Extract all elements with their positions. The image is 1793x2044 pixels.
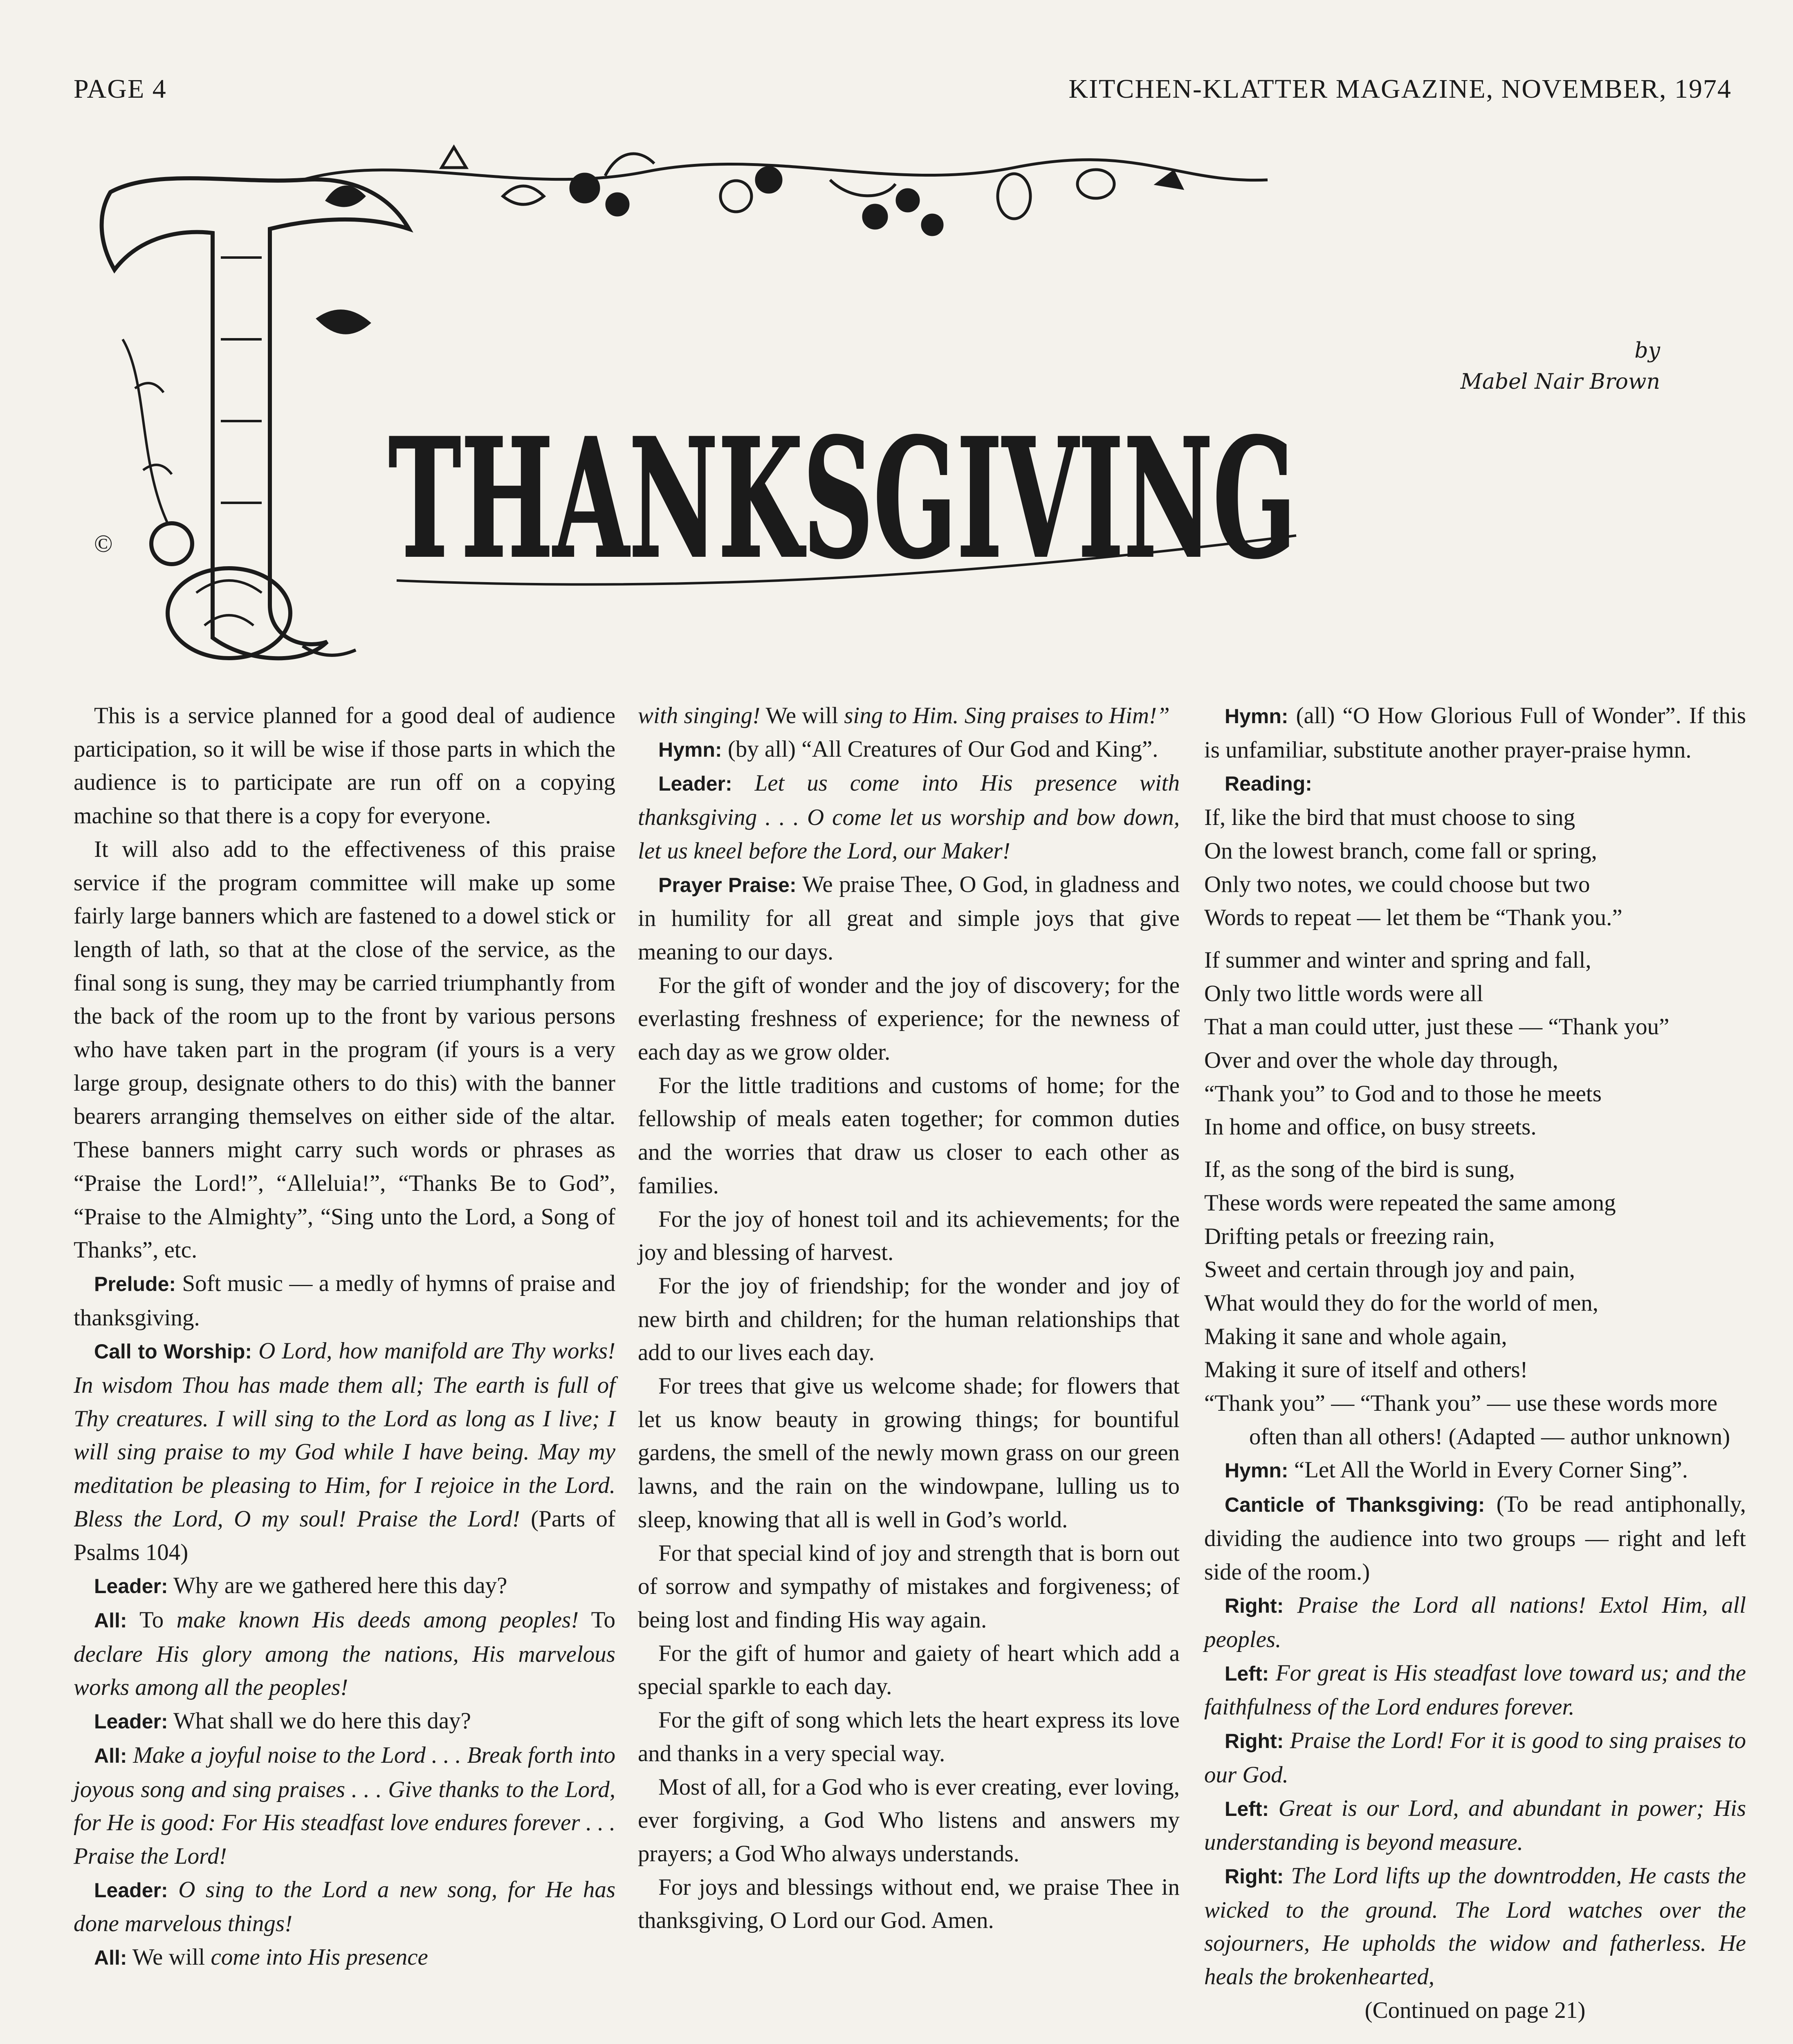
poem-line: In home and office, on busy streets. [1204,1114,1537,1140]
prayer-paragraph: For joys and blessings without end, we praise Thee in thanksgiving, O Lord our God. Amen. [638,1874,1180,1934]
continued-text: with singing! [638,703,761,728]
poem-line: “Thank you” to God and to those he meets [1204,1080,1602,1107]
poem-line: That a man could utter, just these — “Thank you” [1204,1014,1670,1040]
prayer-paragraph: For that special kind of joy and strength that is born out of sorrow and sympathy of mistakes and forgiveness; of being lost and finding His way again. [638,1540,1180,1633]
right-line-2 [1204,1724,1746,1791]
right-text: The Lord lifts up the downtrodden, He casts the wicked to the ground. The Lord watches over the sojourners, He upholds the widow and fatherless. He heals the brokenhearted, [1204,1862,1746,1990]
leader-label: Leader: [658,772,732,796]
all-text: come into His presence [211,1944,428,1970]
poem-line: Making it sane and whole again, [1204,1323,1507,1349]
prayer-paragraph: For trees that give us welcome shade; for flowers that let us know beauty in growing things; for bountiful gardens, the smell of the newly mown grass on our green lawns, and the rain on the windowpane, lulling us to sleep, knowing that all is well in God’s world. [638,1373,1180,1533]
leader-label: Leader: [94,1575,168,1598]
leader-label: Leader: [94,1878,168,1902]
magazine-header: KITCHEN-KLATTER MAGAZINE, NOVEMBER, 1974 [1068,74,1732,104]
prayer-paragraph: For the gift of wonder and the joy of discovery; for the everlasting freshness of experience; for the newness of each day as we grow older. [638,972,1180,1065]
continued-note: (Continued on page 21) [1364,1997,1586,2023]
reading-poem [1204,801,1746,1453]
hymn-3 [1204,1453,1746,1488]
prayer-praise [638,868,1180,969]
prelude-label: Prelude: [94,1272,176,1295]
left-text: For great is His steadfast love toward us; and the faithfulness of the Lord endures forever. [1204,1660,1746,1720]
hymn-text: (by all) “All Creatures of Our God and King”. [727,736,1158,762]
reading-label: Reading: [1225,772,1312,796]
prayer-text: We praise Thee, O God, in gladness and in humility for all great and simple joys that give meaning to our days. [638,871,1180,965]
call-text: O Lord, how manifold are Thy works! In wisdom Thou has made them all; The earth is full of Thy creatures. I will sing to the Lord as long as I live; I will sing praise to my God while I have being. May my meditation be pleasing to Him, for I rejoice in the Lord. Bless the Lord, O my soul! Praise the Lord! [74,1338,616,1532]
right-line-3 [1204,1859,1746,1994]
canticle-text: (To be read antiphonally, dividing the audience into two groups — right and left side of the room.) [1204,1491,1746,1585]
leader-line-2 [74,1704,615,1739]
poem-line: Only two notes, we could choose but two [1204,871,1590,897]
hymn-label: Hymn: [1225,1459,1288,1482]
poem-line: Drifting petals or freezing rain, [1204,1223,1495,1249]
all-text: make known His deeds among peoples! [176,1607,579,1633]
hymn-label: Hymn: [1225,705,1288,728]
right-text: Praise the Lord! For it is good to sing praises to our God. [1204,1728,1746,1788]
prayer-paragraph: Most of all, for a God who is ever creating, ever loving, ever forgiving, a God Who listens and answers my prayers; a God Who always understands. [638,1774,1180,1867]
poem-line: Making it sure of itself and others! [1204,1357,1528,1383]
prelude [74,1267,615,1334]
poem-line: “Thank you” — “Thank you” — use these words more often than all others! (Adapted — author unknown) [1204,1390,1730,1450]
all-text: declare His glory among the nations, His marvelous works among all the peoples! [74,1641,615,1701]
page-number: PAGE 4 [74,74,167,104]
prayer-paragraph: For the gift of humor and gaiety of heart which add a special sparkle to each day. [638,1640,1180,1700]
hymn-1 [638,733,1180,767]
poem-line: These words were repeated the same among [1204,1190,1616,1216]
poem-line: If, like the bird that must choose to sing [1204,805,1575,831]
all-label: All: [94,1946,127,1970]
all-line-1 [74,1603,615,1704]
column-2 [638,699,1180,1937]
all-label: All: [94,1744,127,1767]
poem-line: On the lowest branch, come fall or spring, [1204,838,1597,864]
column-1 [74,699,615,1975]
leader-line-4 [638,766,1180,867]
prelude-text: Soft music — a medly of hymns of praise and thanksgiving. [74,1270,616,1331]
hymn-text: “Let All the World in Every Corner Sing”. [1294,1457,1688,1483]
thanksgiving-banner [74,135,1321,699]
hymn-text: (all) “O How Glorious Full of Wonder”. If this is unfamiliar, substitute another prayer-praise hymn. [1204,703,1746,763]
intro-paragraph: This is a service planned for a good deal of audience participation, so it will be wise if those parts in which the audience is to participate are run off on a copying machine so that there is a copy for everyone. [74,703,615,829]
call-to-worship [74,1334,615,1569]
continued-text: sing to Him. Sing praises to Him!” [844,703,1170,728]
canticle-label: Canticle of Thanksgiving: [1225,1493,1485,1517]
right-text: Praise the Lord all nations! Extol Him, all peoples. [1204,1592,1746,1652]
call-label: Call to Worship: [94,1340,252,1363]
left-label: Left: [1225,1797,1269,1820]
byline [1349,335,1660,397]
all-text: Make a joyful noise to the Lord . . . Break forth into joyous song and sing praises . . . Give thanks to the Lord, for He is good: For His steadfast love endures forever . . . Praise the Lord! [74,1742,615,1869]
prayer-paragraph: For the little traditions and customs of home; for the fellowship of meals eaten together; for common duties and the worries that draw us closer to each other as families. [638,1072,1180,1199]
canticle [1204,1488,1746,1589]
prayer-paragraph: For the gift of song which lets the heart express its love and thanks in a very special way. [638,1707,1180,1766]
banner-paragraph: It will also add to the effectiveness of this praise service if the program committee will make up some fairly large banners which are fastened to a dowel stick or length of lath, so that at the close of the service, as the final song is sung, they may be carried triumphantly from the back of the room up to the front by various persons who have taken part in the program (if yours is a very large group, designate others to do this) with the banner bearers arranging themselves on either side of the altar. These banners might carry such words or phrases as “Praise the Lord!”, “Alleluia!”, “Thanks Be to God”, “Praise to the Almighty”, “Sing unto the Lord, a Song of Thanks”, etc. [74,836,615,1263]
leader-label: Leader: [94,1710,168,1733]
leader-line-1 [74,1569,615,1603]
byline-author: Mabel Nair Brown [1460,370,1660,394]
column-3 [1204,699,1746,2027]
leader-text: What shall we do here this day? [173,1708,471,1734]
poem-line: If summer and winter and spring and fall, [1204,947,1591,973]
all-text: To [591,1607,615,1633]
hymn-2 [1204,699,1746,766]
all-text: To [139,1607,164,1633]
all-line-2 [74,1739,615,1873]
prayer-paragraph: For the joy of friendship; for the wonder and joy of new birth and children; for the human relationships that add to our lives each day. [638,1273,1180,1366]
left-line-2 [1204,1792,1746,1859]
hymn-label: Hymn: [658,738,722,761]
right-line-1 [1204,1589,1746,1656]
all-line-3-continued [638,699,1180,733]
poem-line: If, as the song of the bird is sung, [1204,1156,1515,1183]
leader-text: Let us come into His presence with thanksgiving . . . O come let us worship and bow down, let us kneel before the Lord, our Maker! [638,770,1180,864]
leader-line-3 [74,1873,615,1941]
poem-line: Only two little words were all [1204,980,1483,1006]
leader-text: O sing to the Lord a new song, for He has done marvelous things! [74,1876,616,1937]
poem-line: Over and over the whole day through, [1204,1047,1558,1074]
continued-text: We will [765,703,838,728]
right-label: Right: [1225,1594,1284,1618]
title-thanksgiving: THANKSGIVING [388,403,1296,595]
right-label: Right: [1225,1730,1284,1753]
right-label: Right: [1225,1865,1284,1888]
reading-heading [1204,766,1746,801]
poem-line: What would they do for the world of men, [1204,1290,1599,1316]
all-line-3 [74,1941,615,1975]
poem-line: Words to repeat — let them be “Thank you.” [1204,905,1622,931]
leader-text: Why are we gathered here this day? [173,1573,507,1599]
prayer-label: Prayer Praise: [658,873,797,896]
call-reference: (Parts of Psalms 104) [74,1506,615,1565]
harvest-garland-icon [303,147,1268,235]
byline-by: by [1634,338,1660,363]
all-text: We will [132,1944,205,1970]
left-label: Left: [1225,1662,1269,1685]
letter-t-ornament-icon [102,178,409,658]
prayer-paragraph: For the joy of honest toil and its achievements; for the joy and blessing of harvest. [638,1206,1180,1266]
copyright-mark: © [94,530,113,557]
left-text: Great is our Lord, and abundant in power; His understanding is beyond measure. [1204,1795,1746,1856]
all-label: All: [94,1609,127,1632]
poem-line: Sweet and certain through joy and pain, [1204,1257,1575,1283]
left-line-1 [1204,1656,1746,1724]
